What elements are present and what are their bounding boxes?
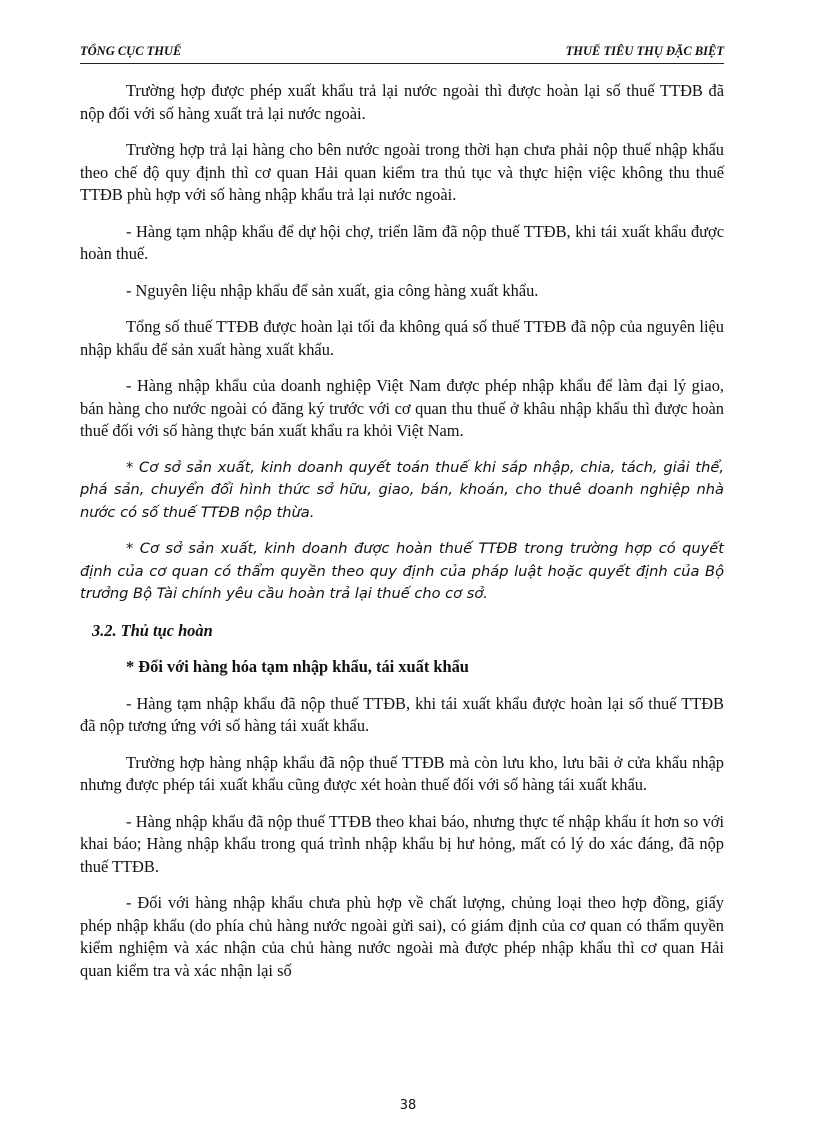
paragraph: - Hàng nhập khẩu đã nộp thuế TTĐB theo khai báo, nhưng thực tế nhập khẩu ít hơn so với khai báo; Hàng nhập khẩu trong quá trình nhập khẩu bị hư hỏng, mất có lý do xác đáng, đã nộp thuế TTĐB. [80,811,724,876]
paragraph: Tổng số thuế TTĐB được hoàn lại tối đa không quá số thuế TTĐB đã nộp của nguyên liệu nhập khẩu để sản xuất hàng xuất khẩu. [80,317,724,359]
paragraph: Trường hợp được phép xuất khẩu trả lại nước ngoài thì được hoàn lại số thuế TTĐB đã nộp đối với số hàng xuất trả lại nước ngoài. [80,81,724,123]
paragraph: - Đối với hàng nhập khẩu chưa phù hợp về chất lượng, chủng loại theo hợp đồng, giấy phép nhập khẩu (do phía chủ hàng nước ngoài gửi sai), có giám định của cơ quan có thẩm quyền kiểm nghiệm và xác nhận của chủ hàng nước ngoài mà được phép nhập khẩu thì cơ quan Hải quan kiểm tra và xác nhận lại số [80,893,724,980]
section-heading: 3.2. Thủ tục hoàn [92,620,213,640]
header-left: TỔNG CỤC THUẾ [80,44,182,58]
page-header [80,44,724,64]
italic-paragraph: * Cơ sở sản xuất, kinh doanh quyết toán thuế khi sáp nhập, chia, tách, giải thể, phá sản, chuyển đổi hình thức sở hữu, giao, bán, khoán, cho thuê doanh nghiệp nhà nước có số thuế TTĐB nộp thừa. [80,458,724,521]
paragraph: - Nguyên liệu nhập khẩu để sản xuất, gia công hàng xuất khẩu. [126,280,539,300]
paragraph: - Hàng tạm nhập khẩu đã nộp thuế TTĐB, khi tái xuất khẩu được hoàn lại số thuế TTĐB đã nộp tương ứng với số hàng tái xuất khẩu. [80,693,724,735]
header-right: THUẾ TIÊU THỤ ĐẶC BIỆT [565,44,724,58]
paragraph: - Hàng nhập khẩu của doanh nghiệp Việt Nam được phép nhập khẩu để làm đại lý giao, bán hàng cho nước ngoài có đăng ký trước với cơ quan thu thuế ở khâu nhập khẩu thì được hoàn thuế đối với số hàng thực bán xuất khẩu ra khỏi Việt Nam. [80,376,724,440]
paragraph: - Hàng tạm nhập khẩu để dự hội chợ, triển lãm đã nộp thuế TTĐB, khi tái xuất khẩu được hoàn thuế. [80,221,724,263]
subheading: * Đối với hàng hóa tạm nhập khẩu, tái xuất khẩu [126,657,469,676]
paragraph: Trường hợp trả lại hàng cho bên nước ngoài trong thời hạn chưa phải nộp thuế nhập khẩu theo chế độ quy định thì cơ quan Hải quan kiểm tra thủ tục và thực hiện việc không thu thuế TTĐB phù hợp với số hàng nhập khẩu trả lại nước ngoài. [80,140,724,204]
page-number: 38 [399,1098,417,1113]
italic-paragraph: * Cơ sở sản xuất, kinh doanh được hoàn thuế TTĐB trong trường hợp có quyết định của cơ quan có thẩm quyền theo quy định của pháp luật hoặc quyết định của Bộ trưởng Bộ Tài chính yêu cầu hoàn trả lại thuế cho cơ sở. [80,540,724,602]
paragraph: Trường hợp hàng nhập khẩu đã nộp thuế TTĐB mà còn lưu kho, lưu bãi ở cửa khẩu nhập nhưng được phép tái xuất khẩu cũng được xét hoàn thuế đối với số hàng tái xuất khẩu. [80,752,724,794]
document-body [80,80,724,996]
